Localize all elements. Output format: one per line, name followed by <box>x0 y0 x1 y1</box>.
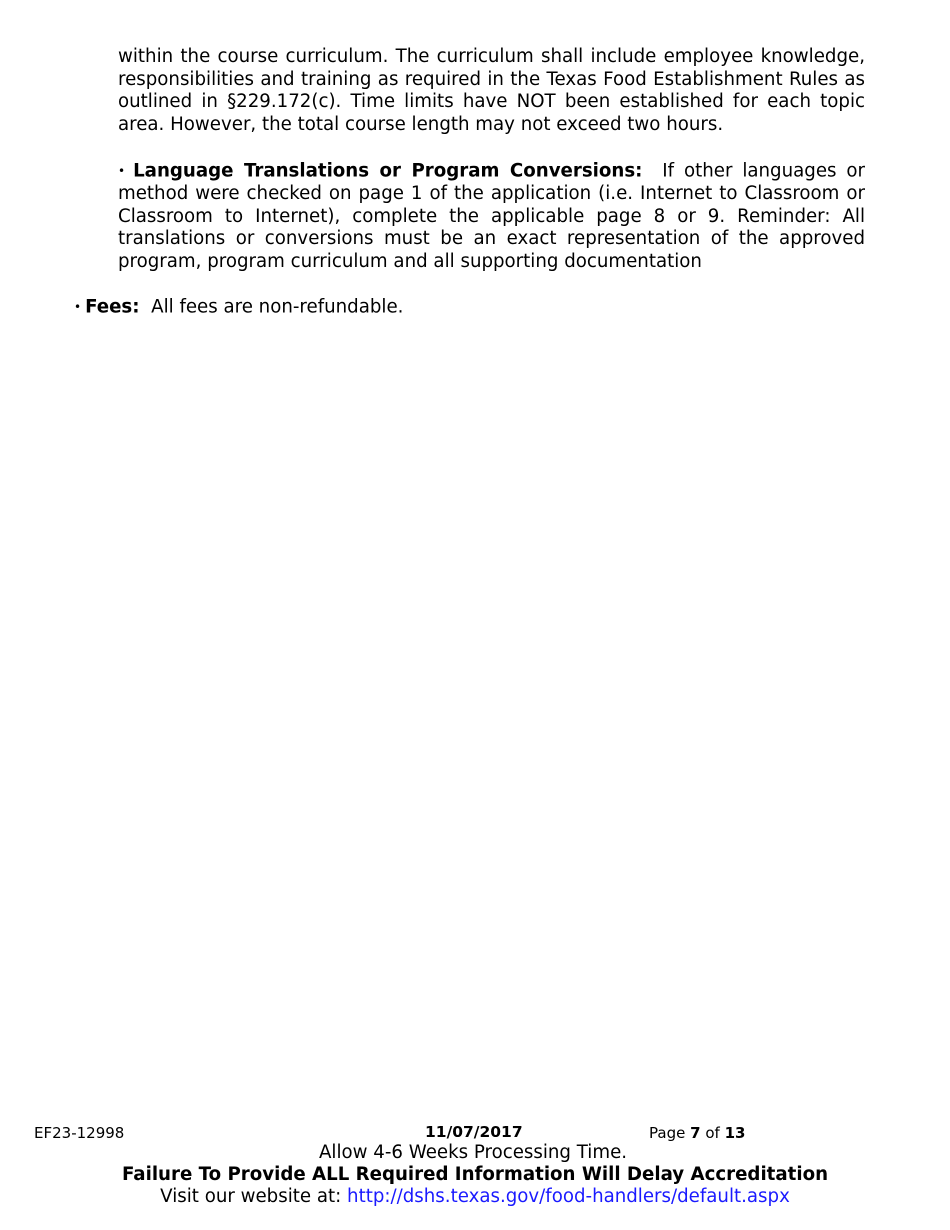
bullet-icon: • <box>118 164 126 178</box>
language-translations-paragraph <box>118 160 865 274</box>
page-total: 13 <box>724 1124 746 1142</box>
curriculum-paragraph: within the course curriculum. The curriculum shall include employee knowledge, responsibilities and training as required in the Texas Food Establishment Rules as outlined in §229.172(c). Time limits have NOT been established for each topic area. However, the total course length may not exceed two hours. <box>118 46 865 136</box>
website-prefix: Visit our website at: <box>160 1186 342 1207</box>
form-number: EF23-12998 <box>34 1124 125 1142</box>
language-translations-label: Language Translations or Program Conversions: <box>133 160 643 182</box>
bullet-icon: • <box>74 300 82 314</box>
page-indicator <box>649 1124 745 1142</box>
processing-note: Allow 4-6 Weeks Processing Time. <box>318 1142 628 1163</box>
fees-label: Fees: <box>85 296 140 318</box>
website-line <box>0 1186 950 1208</box>
revision-date: 11/07/2017 <box>425 1123 523 1141</box>
fees-item <box>74 296 403 319</box>
page-current: 7 <box>690 1124 701 1142</box>
page-of: of <box>705 1124 720 1142</box>
website-link[interactable]: http://dshs.texas.gov/food-handlers/default.aspx <box>347 1186 790 1207</box>
page-word: Page <box>649 1124 686 1142</box>
language-translations-text: If other languages or method were checked on page 1 of the application (i.e. Internet to Classroom or Classroom to Internet), complete the applicable page 8 or 9. Reminder: All translations or conversions must be an exact representation of the approved program, program curriculum and all supporting documentation <box>118 160 865 273</box>
fees-text: All fees are non-refundable. <box>151 296 404 318</box>
accreditation-warning: Failure To Provide ALL Required Information Will Delay Accreditation <box>121 1164 829 1185</box>
